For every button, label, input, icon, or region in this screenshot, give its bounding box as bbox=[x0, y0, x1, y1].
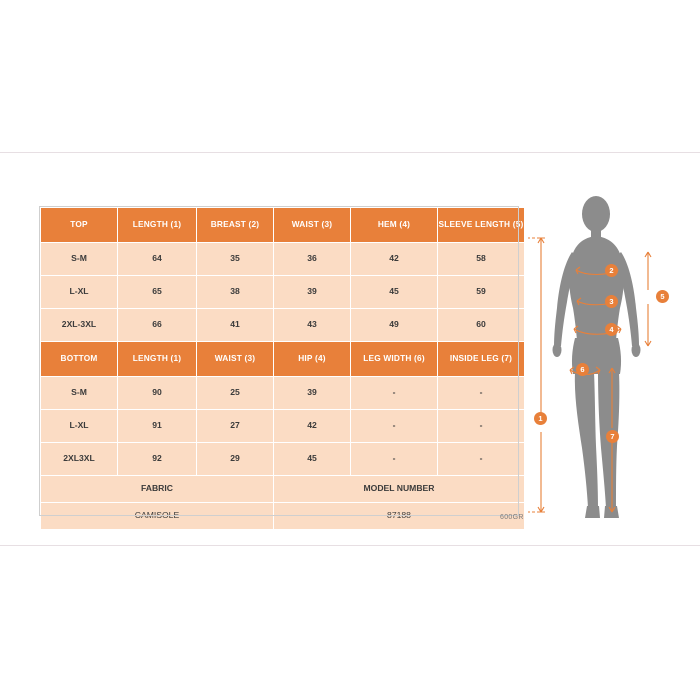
cell-value: 29 bbox=[197, 443, 274, 476]
row-label: S-M bbox=[41, 377, 118, 410]
cell-value: - bbox=[351, 443, 438, 476]
header-cell-waist3: WAIST (3) bbox=[274, 208, 351, 243]
measure-badge-1: 1 bbox=[534, 412, 547, 425]
cell-value: - bbox=[438, 410, 525, 443]
cell-value: 42 bbox=[351, 243, 438, 276]
header-cell-leg-width6: LEG WIDTH (6) bbox=[351, 342, 438, 377]
fabric-label: FABRIC bbox=[41, 476, 274, 503]
header-cell-top: TOP bbox=[41, 208, 118, 243]
divider-bottom bbox=[0, 545, 700, 546]
cell-value: 39 bbox=[274, 276, 351, 309]
table-row bbox=[41, 243, 525, 276]
table-row bbox=[41, 410, 525, 443]
row-label: S-M bbox=[41, 243, 118, 276]
cell-value: 35 bbox=[197, 243, 274, 276]
cell-value: 42 bbox=[274, 410, 351, 443]
divider-top bbox=[0, 152, 700, 153]
row-label: 2XL3XL bbox=[41, 443, 118, 476]
size-chart-table bbox=[40, 207, 525, 530]
header-cell-breast2: BREAST (2) bbox=[197, 208, 274, 243]
cell-value: 90 bbox=[118, 377, 197, 410]
header-cell-waist3-bottom: WAIST (3) bbox=[197, 342, 274, 377]
table-row bbox=[41, 309, 525, 342]
cell-value: - bbox=[438, 377, 525, 410]
model-figure-panel bbox=[528, 190, 678, 535]
header-cell-bottom: BOTTOM bbox=[41, 342, 118, 377]
cell-value: 39 bbox=[274, 377, 351, 410]
measure-badge-5: 5 bbox=[656, 290, 669, 303]
cell-value: 58 bbox=[438, 243, 525, 276]
measure-badge-3: 3 bbox=[605, 295, 618, 308]
cell-value: 36 bbox=[274, 243, 351, 276]
row-label: 2XL-3XL bbox=[41, 309, 118, 342]
table-row bbox=[41, 276, 525, 309]
table-footer-header-row bbox=[41, 476, 525, 503]
measure-badge-6: 6 bbox=[576, 363, 589, 376]
table-header-row-top bbox=[41, 208, 525, 243]
cell-value: 91 bbox=[118, 410, 197, 443]
cell-value: 25 bbox=[197, 377, 274, 410]
row-label: L-XL bbox=[41, 276, 118, 309]
cell-value: 49 bbox=[351, 309, 438, 342]
cell-value: 64 bbox=[118, 243, 197, 276]
header-cell-hem4: HEM (4) bbox=[351, 208, 438, 243]
cell-value: 65 bbox=[118, 276, 197, 309]
female-silhouette-icon bbox=[528, 190, 678, 535]
table-footer-value-row bbox=[41, 503, 525, 530]
cell-value: 38 bbox=[197, 276, 274, 309]
cell-value: 66 bbox=[118, 309, 197, 342]
cell-value: 92 bbox=[118, 443, 197, 476]
header-cell-length1-bottom: LENGTH (1) bbox=[118, 342, 197, 377]
cell-value: - bbox=[351, 377, 438, 410]
cell-value: 45 bbox=[274, 443, 351, 476]
cell-value: 41 bbox=[197, 309, 274, 342]
cell-value: 43 bbox=[274, 309, 351, 342]
product-code-label: 600GR bbox=[500, 514, 524, 521]
cell-value: - bbox=[351, 410, 438, 443]
cell-value: - bbox=[438, 443, 525, 476]
cell-value: 45 bbox=[351, 276, 438, 309]
model-number-value: 87188 bbox=[274, 503, 525, 530]
row-label: L-XL bbox=[41, 410, 118, 443]
table-header-row-bottom bbox=[41, 342, 525, 377]
table-row bbox=[41, 443, 525, 476]
header-cell-sleeve-length5: SLEEVE LENGTH (5) bbox=[438, 208, 525, 243]
cell-value: 60 bbox=[438, 309, 525, 342]
measure-badge-7: 7 bbox=[606, 430, 619, 443]
header-cell-inside-leg7: INSIDE LEG (7) bbox=[438, 342, 525, 377]
table-row bbox=[41, 377, 525, 410]
measure-badge-2: 2 bbox=[605, 264, 618, 277]
measure-badge-4: 4 bbox=[605, 323, 618, 336]
header-cell-hip4: HIP (4) bbox=[274, 342, 351, 377]
model-number-label: MODEL NUMBER bbox=[274, 476, 525, 503]
cell-value: 59 bbox=[438, 276, 525, 309]
header-cell-length1: LENGTH (1) bbox=[118, 208, 197, 243]
cell-value: 27 bbox=[197, 410, 274, 443]
fabric-value: CAMISOLE bbox=[41, 503, 274, 530]
